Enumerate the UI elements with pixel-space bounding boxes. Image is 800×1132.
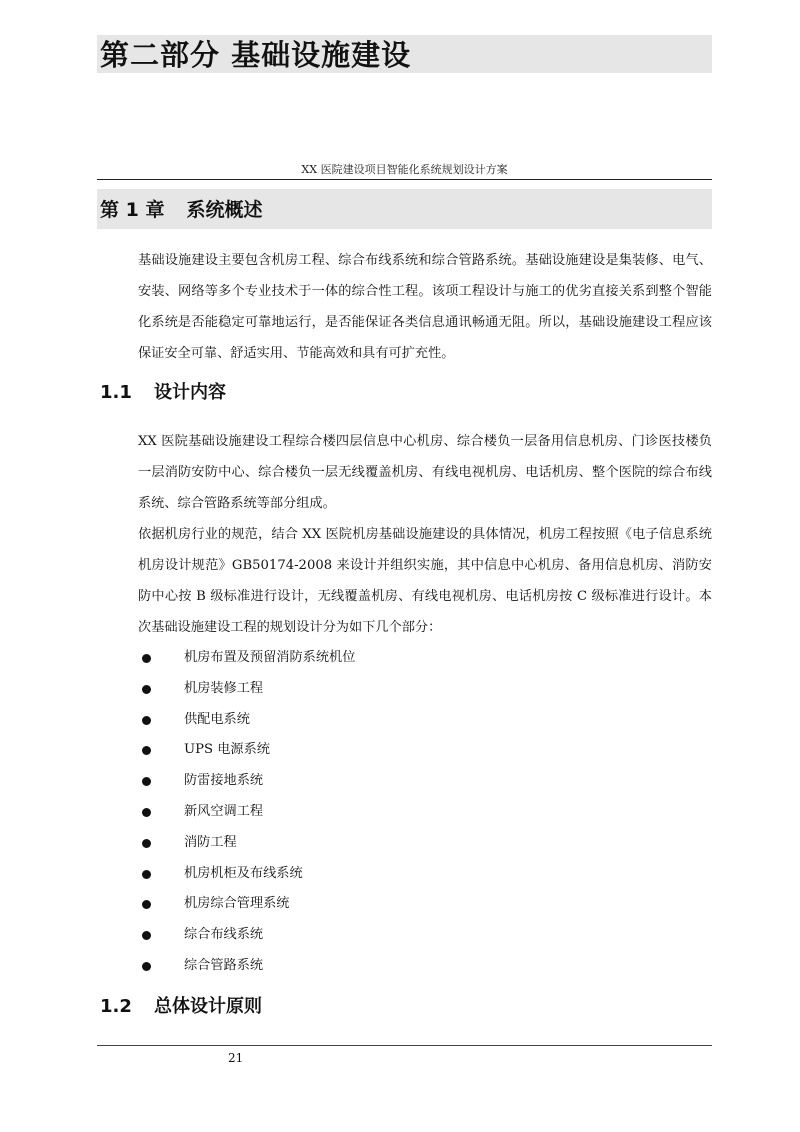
chapter-name: 系统概述: [186, 199, 263, 221]
list-item: UPS 电源系统: [138, 735, 712, 766]
header-rule: [97, 179, 712, 180]
list-item: 机房综合管理系统: [138, 889, 712, 920]
chapter-number: 第 1 章: [100, 199, 165, 221]
section-number: 1.2: [100, 996, 132, 1017]
chapter-title: [97, 189, 712, 229]
list-item: 机房机柜及布线系统: [138, 859, 712, 890]
component-list: [138, 643, 712, 982]
standards-paragraph: 依据机房行业的规范，结合 XX 医院机房基础设施建设的具体情况，机房工程按照《电子信息系统机房设计规范》GB50174-2008 来设计并组织实施，其中信息中心机房、备用信息机房、消防安防中心按 B 级标准进行设计，无线覆盖机房、有线电视机房、电话机房按 C 级标准进行设计。本次基础设施建设工程的规划设计分为如下几个部分：: [138, 527, 712, 635]
section-title-text: 总体设计原则: [154, 996, 262, 1017]
list-item: 供配电系统: [138, 705, 712, 736]
intro-paragraph: 基础设施建设主要包含机房工程、综合布线系统和综合管路系统。基础设施建设是集装修、电气、安装、网络等多个专业技术于一体的综合性工程。该项工程设计与施工的优劣直接关系到整个智能化系统是否能稳定可靠地运行，是否能保证各类信息通讯畅通无阻。所以，基础设施建设工程应该保证安全可靠、舒适实用、节能高效和具有可扩充性。: [138, 253, 712, 361]
bullet-icon: [142, 654, 151, 663]
section-heading-1-1: [100, 380, 226, 406]
running-header: XX 医院建设项目智能化系统规划设计方案: [301, 163, 508, 176]
design-content-paragraph: XX 医院基础设施建设工程综合楼四层信息中心机房、综合楼负一层备用信息机房、门诊医技楼负一层消防安防中心、综合楼负一层无线覆盖机房、有线电视机房、电话机房、整个医院的综合布线系统、综合管路系统等部分组成。: [138, 434, 712, 511]
list-item: 综合布线系统: [138, 920, 712, 951]
bullet-icon: [142, 900, 151, 909]
page-number: 21: [228, 1051, 244, 1065]
section-number: 1.1: [100, 382, 132, 403]
bullet-icon: [142, 870, 151, 879]
list-item: 机房布置及预留消防系统机位: [138, 643, 712, 674]
bullet-icon: [142, 685, 151, 694]
bullet-icon: [142, 777, 151, 786]
list-item: 防雷接地系统: [138, 766, 712, 797]
list-item: 综合管路系统: [138, 951, 712, 982]
bullet-icon: [142, 931, 151, 940]
bullet-icon: [142, 962, 151, 971]
part-title: 第二部分 基础设施建设: [97, 35, 712, 73]
list-item: 新风空调工程: [138, 797, 712, 828]
footer-rule: [97, 1045, 712, 1046]
section-heading-1-2: [100, 994, 262, 1020]
list-item: 消防工程: [138, 828, 712, 859]
bullet-icon: [142, 716, 151, 725]
list-item: 机房装修工程: [138, 674, 712, 705]
section-title-text: 设计内容: [154, 382, 226, 403]
bullet-icon: [142, 839, 151, 848]
bullet-icon: [142, 746, 151, 755]
bullet-icon: [142, 808, 151, 817]
